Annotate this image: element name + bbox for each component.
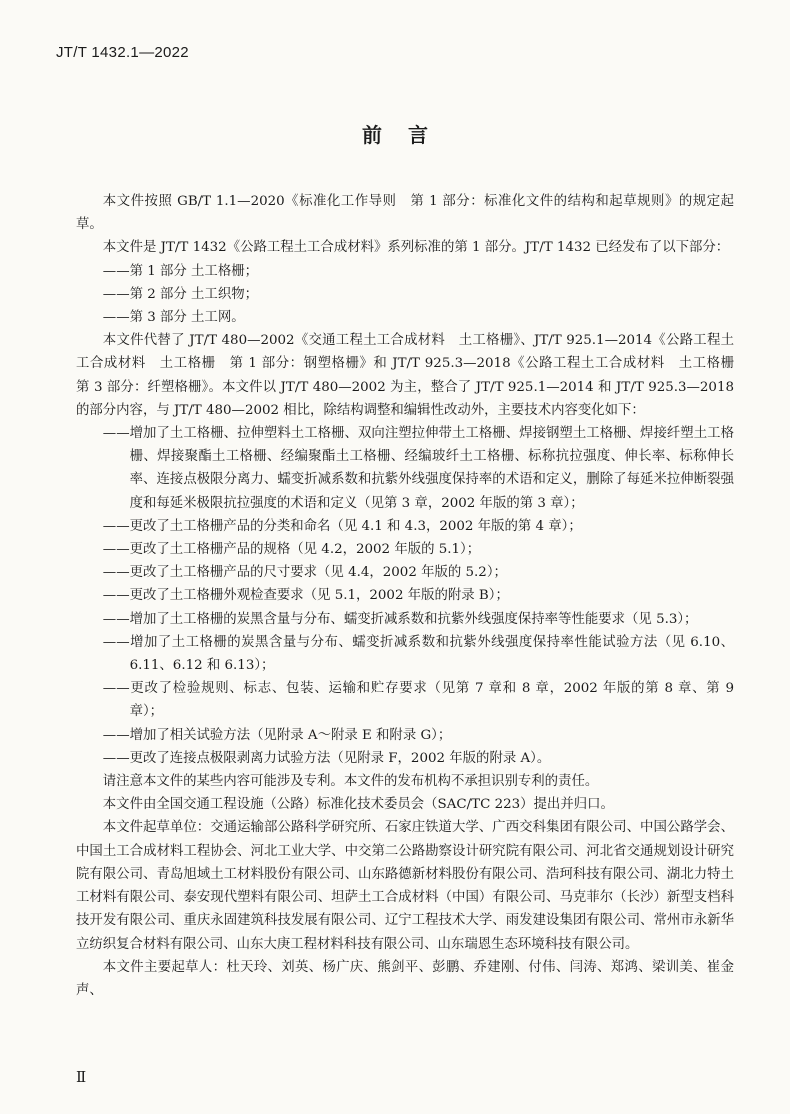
change-list-item: ——增加了土工格栅的炭黑含量与分布、蠕变折减系数和抗紫外线强度保持率性能试验方法（见 6.10、6.11、6.12 和 6.13）； [102,634,734,674]
change-list-item: ——增加了土工格栅、拉伸塑料土工格栅、双向注塑拉伸带土工格栅、焊接钢塑土工格栅、焊接纤塑土工格栅、焊接聚酯土工格栅、经编聚酯土工格栅、经编玻纤土工格栅、标称抗拉强度、伸长率、标称伸长率、连接点极限分离力、蠕变折减系数和抗紫外线强度保持率的术语和定义，删除了每延米拉伸断裂强度和每延米极限抗拉强度的术语和定义（见第 3 章，2002 年版的第 3 章）； [102,426,734,511]
part-list-item: ——第 3 部分 土工网。 [102,310,245,326]
part-list-item: ——第 1 部分 土工格栅； [102,263,258,279]
change-list-item: ——更改了检验规则、标志、包装、运输和贮存要求（见第 7 章和 8 章，2002 年版的第 8 章、第 9 章）； [102,681,734,720]
paragraph-series-intro: 本文件是 JT/T 1432《公路工程土工合成材料》系列标准的第 1 部分。JT/T 1432 已经发布了以下部分： [102,240,730,256]
standard-code-header: JT/T 1432.1—2022 [56,44,189,61]
paragraph-patent-notice: 请注意本文件的某些内容可能涉及专利。本文件的发布机构不承担识别专利的责任。 [102,774,599,790]
paragraph-drafters: 本文件主要起草人：杜天玲、刘英、杨广庆、熊剑平、彭鹏、乔建刚、付伟、闫涛、郑鸿、梁训美、崔金声、 [76,959,734,998]
paragraph-drafting-units: 本文件起草单位：交通运输部公路科学研究所、石家庄铁道大学、广西交科集团有限公司、中国公路学会、中国土工合成材料工程协会、河北工业大学、中交第二公路勘察设计研究院有限公司、河北省交通规划设计研究院有限公司、青岛旭域土工材料股份有限公司、山东路德新材料股份有限公司、浩珂科技有限公司、湖北力特土工材料有限公司、泰安现代塑料有限公司、坦萨土工合成材料（中国）有限公司、马克菲尔（长沙）新型支档科技开发有限公司、重庆永固建筑科技发展有限公司、辽宁工程技术大学、雨发建设集团有限公司、常州市永新华立纺织复合材料有限公司、山东大庚工程材料科技有限公司、山东瑞恩生态环境科技有限公司。 [76,820,734,952]
document-body [76,190,748,1002]
page-number: Ⅱ [76,1068,87,1086]
part-list-item: ——第 2 部分 土工织物； [102,286,258,302]
paragraph-drafting-basis: 本文件按照 GB/T 1.1—2020《标准化工作导则 第 1 部分：标准化文件的结构和起草规则》的规定起草。 [76,194,734,233]
page-title: 前言 [362,123,454,147]
paragraph-replacement: 本文件代替了 JT/T 480—2002《交通工程土工合成材料 土工格栅》、JT/T 925.1—2014《公路工程土工合成材料 土工格栅 第 1 部分：钢塑格栅》和 JT/T 925.3—2018《公路工程土工合成材料 土工格栅 第 3 部分：纤塑格栅》。本文件以 JT/T 480—2002 为主，整合了 JT/T 925.1—2014 和 JT/T 925.3—2018 的部分内容，与 JT/T 480—2002 相比，除结构调整和编辑性改动外，主要技术内容变化如下： [76,333,748,418]
change-list-item: ——更改了土工格栅产品的分类和命名（见 4.1 和 4.3，2002 年版的第 4 章）； [102,518,582,534]
change-list-item: ——更改了土工格栅产品的规格（见 4.2，2002 年版的 5.1）； [102,542,481,558]
change-list-item: ——增加了相关试验方法（见附录 A～附录 E 和附录 G）； [102,727,452,743]
change-list-item: ——增加了土工格栅的炭黑含量与分布、蠕变折减系数和抗紫外线强度保持率等性能要求（见 5.3）； [102,611,698,627]
change-list-item: ——更改了土工格栅外观检查要求（见 5.1，2002 年版的附录 B）； [102,588,509,604]
paragraph-proposer: 本文件由全国交通工程设施（公路）标准化技术委员会（SAC/TC 223）提出并归口。 [102,797,614,813]
change-list-item: ——更改了土工格栅产品的尺寸要求（见 4.4，2002 年版的 5.2）； [102,565,507,581]
change-list-item: ——更改了连接点极限剥离力试验方法（见附录 F，2002 年版的附录 A）。 [102,750,551,766]
